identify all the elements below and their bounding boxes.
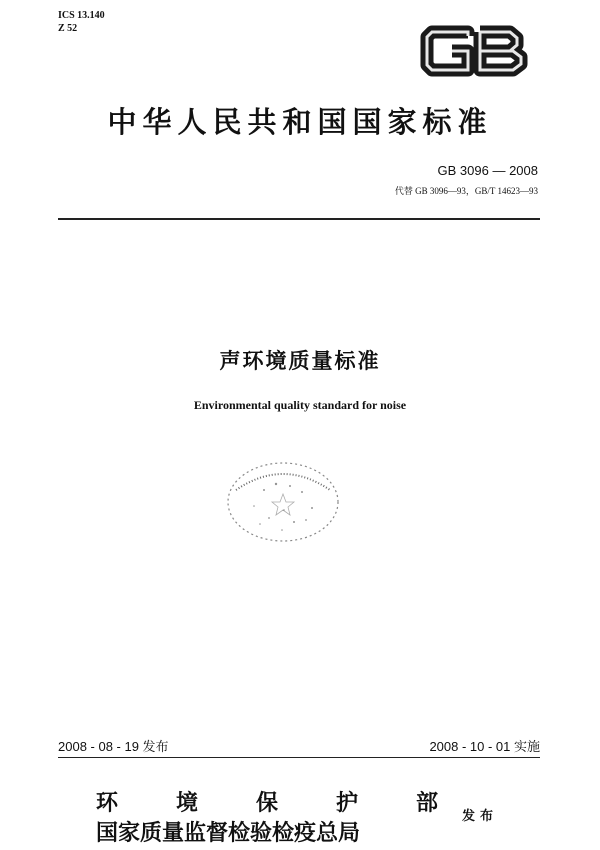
- ics-code: ICS 13.140: [58, 10, 105, 21]
- issuer-char: 保: [255, 791, 278, 816]
- title-english: Environmental quality standard for noise: [193, 398, 407, 412]
- ics-block: [58, 9, 105, 35]
- category-code: Z 52: [58, 23, 78, 34]
- issuer-char: 部: [415, 791, 438, 816]
- issuer-char: 境: [175, 791, 198, 816]
- replaces-note: 代替 GB 3096—93，GB/T 14623—93: [394, 186, 538, 196]
- issuer-char: 环: [96, 791, 119, 816]
- gb-logo: [418, 22, 530, 80]
- bottom-rule: [58, 757, 540, 758]
- issuer-ministry: [96, 786, 438, 817]
- implementation-date: 2008 - 10 - 01 实施: [429, 739, 540, 754]
- standard-code: GB 3096 — 2008: [437, 163, 538, 178]
- publish-label: 发布: [462, 809, 499, 824]
- logo-text: GB: [418, 22, 420, 23]
- issuer-char: 护: [335, 791, 358, 816]
- issuer-aqsiq: 国家质量监督检验检疫总局: [96, 821, 361, 846]
- top-rule: [58, 218, 540, 220]
- national-standard-heading: 中华人民共和国国家标准: [107, 105, 493, 139]
- official-seal-stamp: [224, 460, 342, 544]
- issue-date: 2008 - 08 - 19 发布: [58, 739, 169, 754]
- title-chinese: 声环境质量标准: [219, 349, 381, 373]
